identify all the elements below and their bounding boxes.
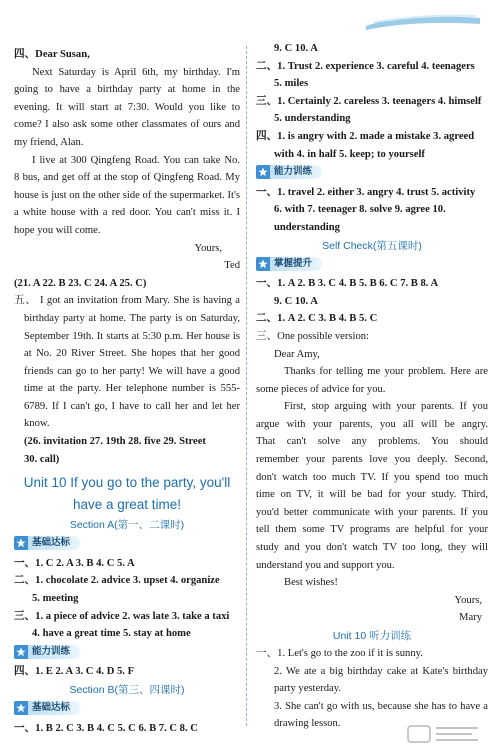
answer-line: 一、1. travel 2. either 3. angry 4. trust 5. activity — [256, 186, 476, 198]
answer-line: 二、1. chocolate 2. advice 3. upset 4. organize — [14, 575, 220, 587]
badge-label: 基础达标 — [28, 536, 80, 550]
text-line: 一、1. Let's go to the zoo if it is sunny. — [256, 648, 423, 659]
listening-title: Unit 10 听力训练 — [332, 630, 412, 642]
text-line: 6789. If I can't go, I have to call her and let her — [24, 400, 240, 412]
section-b-title: Section B(第三、四课时) — [69, 684, 185, 696]
text-line: tell them some TV programs are helpful for your — [256, 524, 488, 536]
text-line: come? I also ask some other classmates of ours and — [14, 119, 240, 131]
badge-label: 掌握提升 — [270, 257, 322, 271]
section-badge — [14, 536, 80, 550]
section-badge — [256, 257, 322, 271]
text-line: remember your parents love you deeply. Second, — [256, 454, 488, 466]
text-line: friends can go to her party! We will have a good — [24, 365, 240, 377]
text-line: some pieces of advice for you. — [256, 383, 386, 395]
text-line: Thanks for telling me your problem. Here are — [284, 366, 488, 378]
text-line: study and you don't watch TV too long, they will — [256, 542, 488, 554]
answer-line: 二、1. Trust 2. experience 3. careful 4. teenagers — [256, 60, 475, 72]
text-line: house is just on the other side of the supermarket. It's — [14, 189, 240, 201]
left-column — [14, 46, 240, 737]
invitation-passage — [14, 292, 240, 468]
star-icon — [14, 701, 28, 715]
text-line: 8 bus, and get off at the stop of Qingfeng Road. My — [14, 172, 240, 184]
letter-to-amy — [256, 363, 488, 627]
text-line: don't watch too much TV. If you spend too much — [256, 471, 488, 483]
text-line: 五、 I got an invitation from Mary. She is having a — [14, 295, 240, 307]
closing: Best wishes! — [284, 577, 338, 589]
answer-line: 一、1. A 2. B 3. C 4. B 5. B 6. C 7. B 8. A — [256, 278, 439, 290]
answer-line: 二、1. A 2. C 3. B 4. B 5. C — [256, 313, 378, 325]
text-line: 3. She can't go with us, because she has to have a — [274, 700, 488, 712]
text-line: evening. It will start at 7:30. Would you like to — [14, 101, 240, 113]
star-icon — [14, 536, 28, 550]
text-line: know. — [24, 418, 50, 430]
right-column — [256, 40, 488, 733]
answer-line: understanding — [274, 221, 340, 233]
text-line: party yesterday. — [274, 683, 341, 695]
section-badge — [14, 645, 80, 659]
signoff: Yours, — [454, 594, 482, 606]
answer-line: with 4. in half 5. keep; to yourself — [274, 148, 425, 160]
answer-line: 5. understanding — [274, 113, 351, 125]
badge-label: 能力训练 — [270, 165, 322, 179]
corner-watermark-icon — [406, 722, 484, 746]
answer-line: 四、1. E 2. A 3. C 4. D 5. F — [14, 666, 135, 678]
answer-line: 一、1. B 2. C 3. B 4. C 5. C 6. B 7. C 8. C — [14, 722, 198, 734]
answer-line: (21. A 22. B 23. C 24. A 25. C) — [14, 277, 147, 289]
section-a-title: Section A(第一、二课时) — [69, 519, 185, 532]
text-line: I live at 300 Qingfeng Road. You can take No. — [32, 154, 240, 166]
text-line: hope you will come. — [14, 224, 101, 236]
star-icon — [256, 257, 270, 271]
text-line: a white house with a red door. You can't miss it. I — [14, 207, 240, 219]
answer-line: 四、1. is angry with 2. made a mistake 3. agreed — [256, 130, 475, 142]
answer-line: 5. miles — [274, 78, 309, 90]
self-check-title: Self Check(第五课时) — [322, 239, 422, 252]
signature: Mary — [459, 612, 482, 624]
text-line: my friend, Alan. — [14, 136, 84, 148]
badge-label: 基础达标 — [28, 701, 80, 715]
text-line: drawing lesson. — [274, 718, 341, 730]
text-line: First, stop arguing with your parents. If you — [284, 401, 488, 413]
section-badge — [256, 165, 322, 179]
text-line: September 19th. It starts at 5:30 p.m. Her house is — [24, 330, 240, 342]
answer-line: 三、1. Certainly 2. careless 3. teenagers 4. himself — [256, 95, 482, 107]
answer-line: 6. with 7. teenager 8. solve 9. agree 10. — [274, 204, 446, 216]
text-line: 三、One possible version: — [256, 330, 369, 342]
answer-line: (26. invitation 27. 19th 28. five 29. Street — [24, 436, 206, 448]
answer-line: 9. C 10. A — [274, 295, 318, 307]
unit-title: Unit 10 If you go to the party, you'll — [23, 475, 231, 491]
text-line: 2. We ate a big birthday cake at Kate's birthday — [274, 665, 488, 677]
text-line: 四、Dear Susan, — [14, 49, 90, 60]
text-line: at No. 20 River Street. She hopes that her good — [24, 348, 240, 360]
column-divider — [246, 46, 247, 726]
answer-line: 30. call) — [24, 453, 60, 465]
answer-line: 5. meeting — [32, 593, 79, 605]
text-line: Next Saturday is April 6th, my birthday. I'm — [32, 66, 240, 78]
text-line: time at the party. Her telephone number is 555- — [24, 383, 240, 395]
section-badge — [14, 701, 80, 715]
salutation: Dear Amy, — [274, 348, 320, 360]
text-line: That can't solve any problems. You should — [256, 436, 488, 448]
letter-to-susan — [14, 46, 240, 292]
signature: Ted — [224, 260, 240, 272]
text-line: argue with your parents, you all will be angry. — [256, 418, 488, 430]
star-icon — [14, 645, 28, 659]
badge-label: 能力训练 — [28, 645, 80, 659]
answer-line: 4. have a great time 5. stay at home — [32, 628, 191, 640]
text-line: going to have a birthday party at home in the — [14, 84, 240, 96]
signoff: Yours, — [194, 242, 222, 254]
text-line: time on TV, it will be bad for your study. Third, — [256, 489, 488, 501]
header-decoration-icon — [364, 8, 482, 30]
text-line: you'd better communicate with your parents. If you — [256, 506, 488, 518]
star-icon — [256, 165, 270, 179]
text-line: birthday party at home. The party is on Saturday, — [24, 312, 240, 324]
answer-line: 一、1. C 2. A 3. B 4. C 5. A — [14, 557, 135, 569]
answer-line: 三、1. a piece of advice 2. was late 3. take a taxi — [14, 610, 230, 622]
text-line: understand you and support you. — [256, 559, 395, 571]
answer-line: 9. C 10. A — [274, 43, 318, 54]
unit-title-cont: have a great time! — [72, 497, 182, 513]
